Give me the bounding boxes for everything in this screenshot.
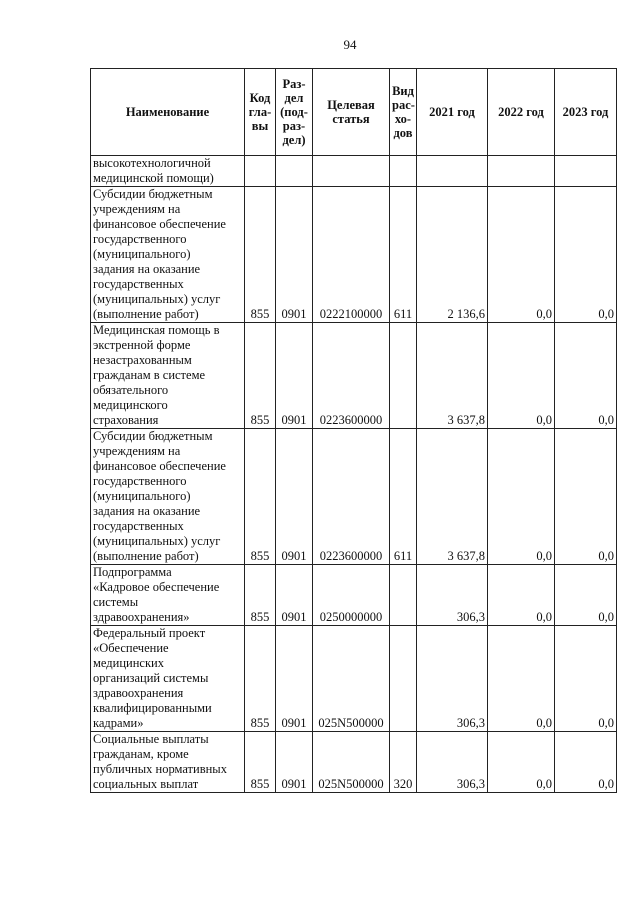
row-chapter-code: 855	[245, 565, 276, 626]
row-expense-type: 611	[390, 429, 417, 565]
row-chapter-code: 855	[245, 626, 276, 732]
row-expense-type	[390, 323, 417, 429]
table-row	[91, 187, 617, 323]
row-value-2022: 0,0	[488, 187, 555, 323]
header-row	[91, 69, 617, 156]
page-number: 94	[343, 37, 357, 52]
row-name: высокотехнологичной медицинской помощи)	[91, 156, 245, 187]
row-value-2021: 306,3	[417, 565, 488, 626]
header-year-2022: 2022 год	[488, 69, 555, 156]
row-value-2022: 0,0	[488, 429, 555, 565]
row-value-2022: 0,0	[488, 732, 555, 793]
row-chapter-code: 855	[245, 732, 276, 793]
row-section	[276, 156, 313, 187]
row-name: Субсидии бюджетным учреждениям на финансовое обеспечение государственного (муниципального) задания на оказание государственных (муниципальных) услуг (выполнение работ)	[91, 429, 245, 565]
table-row	[91, 626, 617, 732]
row-value-2021	[417, 156, 488, 187]
row-value-2021: 3 637,8	[417, 429, 488, 565]
row-value-2023: 0,0	[555, 429, 617, 565]
row-value-2021: 3 637,8	[417, 323, 488, 429]
row-target-article: 0223600000	[313, 323, 390, 429]
row-value-2022: 0,0	[488, 565, 555, 626]
header-year-2021: 2021 год	[417, 69, 488, 156]
table-row	[91, 565, 617, 626]
row-section: 0901	[276, 732, 313, 793]
header-section: Раз- дел (под- раз- дел)	[276, 69, 313, 156]
row-target-article	[313, 156, 390, 187]
budget-table	[90, 68, 617, 793]
row-target-article: 0222100000	[313, 187, 390, 323]
row-section: 0901	[276, 565, 313, 626]
row-value-2023: 0,0	[555, 626, 617, 732]
row-name: Социальные выплаты гражданам, кроме публичных нормативных социальных выплат	[91, 732, 245, 793]
row-target-article: 0223600000	[313, 429, 390, 565]
row-section: 0901	[276, 323, 313, 429]
row-chapter-code: 855	[245, 323, 276, 429]
header-expense-type: Вид рас- хо- дов	[390, 69, 417, 156]
row-chapter-code	[245, 156, 276, 187]
table-row	[91, 429, 617, 565]
row-name: Субсидии бюджетным учреждениям на финансовое обеспечение государственного (муниципального) задания на оказание государственных (муниципальных) услуг (выполнение работ)	[91, 187, 245, 323]
row-chapter-code: 855	[245, 429, 276, 565]
row-value-2023: 0,0	[555, 323, 617, 429]
row-value-2021: 306,3	[417, 732, 488, 793]
row-section: 0901	[276, 626, 313, 732]
row-name: Федеральный проект «Обеспечение медицинских организаций системы здравоохранения квалифицированными кадрами»	[91, 626, 245, 732]
header-year-2023: 2023 год	[555, 69, 617, 156]
row-value-2023: 0,0	[555, 565, 617, 626]
row-value-2022: 0,0	[488, 626, 555, 732]
row-target-article: 025N500000	[313, 626, 390, 732]
row-target-article: 0250000000	[313, 565, 390, 626]
row-section: 0901	[276, 187, 313, 323]
row-value-2023: 0,0	[555, 732, 617, 793]
row-expense-type: 611	[390, 187, 417, 323]
row-chapter-code: 855	[245, 187, 276, 323]
row-target-article: 025N500000	[313, 732, 390, 793]
table-row	[91, 156, 617, 187]
row-name: Медицинская помощь в экстренной форме незастрахованным гражданам в системе обязательного медицинского страхования	[91, 323, 245, 429]
row-value-2022	[488, 156, 555, 187]
header-chapter-code: Код гла- вы	[245, 69, 276, 156]
row-section: 0901	[276, 429, 313, 565]
header-name: Наименование	[91, 69, 245, 156]
row-value-2021: 2 136,6	[417, 187, 488, 323]
row-value-2022: 0,0	[488, 323, 555, 429]
row-expense-type	[390, 156, 417, 187]
row-value-2023: 0,0	[555, 187, 617, 323]
row-expense-type	[390, 565, 417, 626]
row-expense-type	[390, 626, 417, 732]
row-expense-type: 320	[390, 732, 417, 793]
table-row	[91, 732, 617, 793]
row-name: Подпрограмма «Кадровое обеспечение системы здравоохранения»	[91, 565, 245, 626]
table-row	[91, 323, 617, 429]
row-value-2023	[555, 156, 617, 187]
row-value-2021: 306,3	[417, 626, 488, 732]
header-target-article: Целевая статья	[313, 69, 390, 156]
